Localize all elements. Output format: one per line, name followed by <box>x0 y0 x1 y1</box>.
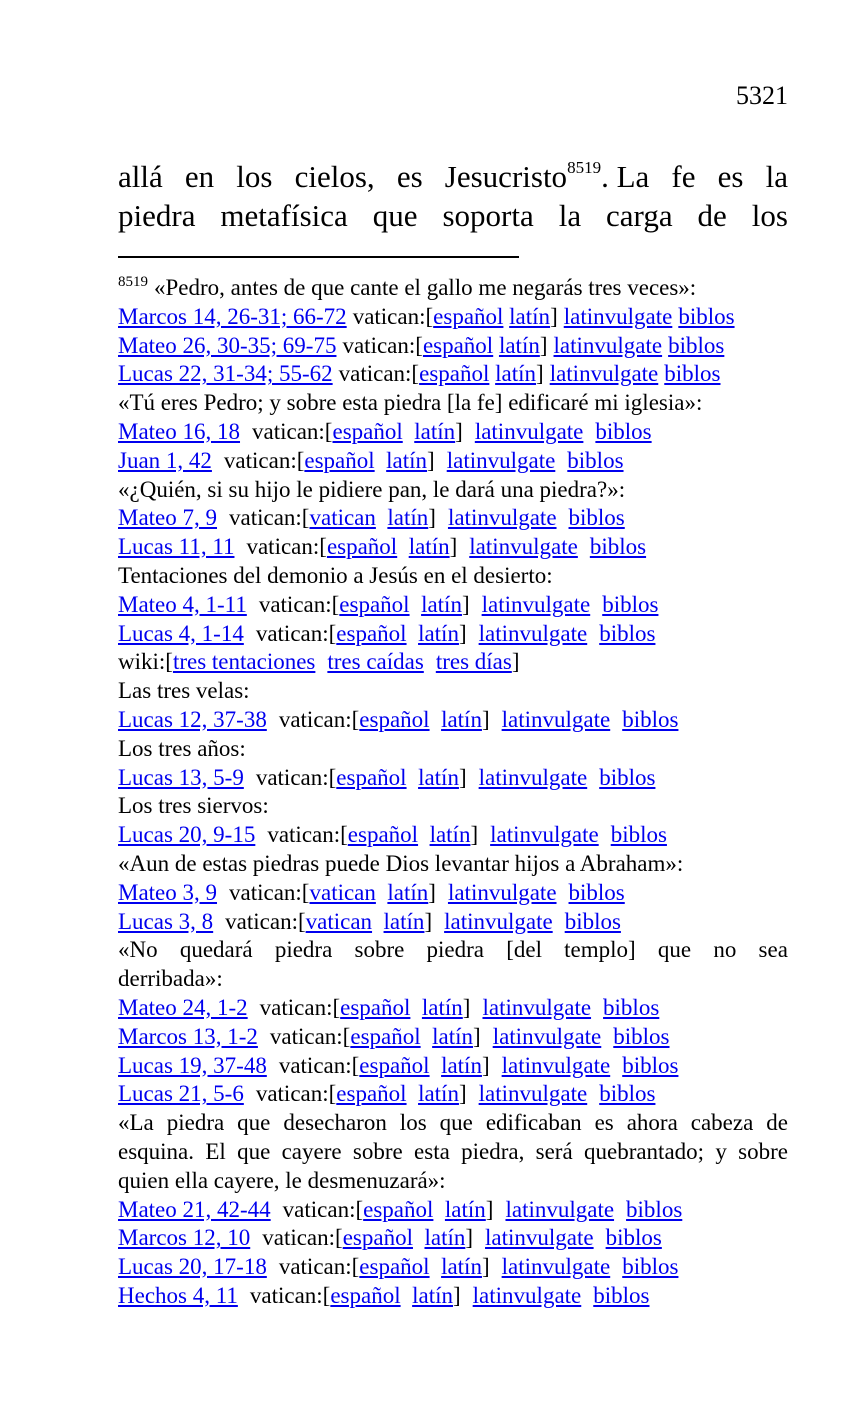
scripture-reference-link[interactable]: Lucas 20, 17-18 <box>118 1254 267 1280</box>
reference-row: Lucas 20, 17-18 vatican:[ español latín ] latinvulgate biblos <box>118 1253 788 1282</box>
biblos-link[interactable]: biblos <box>610 822 667 848</box>
vatican-link-a[interactable]: español <box>330 1282 401 1308</box>
vatican-link-a[interactable]: español <box>433 303 504 329</box>
scripture-reference-link[interactable]: Mateo 16, 18 <box>118 418 241 444</box>
vatican-link-a[interactable]: español <box>359 1254 430 1280</box>
biblos-link[interactable]: biblos <box>599 1081 656 1107</box>
biblos-link[interactable]: biblos <box>668 332 725 358</box>
heading-word: «No <box>118 937 158 963</box>
body-word: metafísica <box>220 198 348 233</box>
biblos-link[interactable]: biblos <box>599 764 656 790</box>
biblos-link[interactable]: biblos <box>567 447 624 473</box>
vatican-link-a[interactable]: español <box>347 822 419 848</box>
footnote-intro: $^{8519}$ «Pedro, antes de que cante el gallo me negarás tres veces»: <box>118 274 788 303</box>
vatican-link-a[interactable]: español <box>422 332 494 358</box>
vatican-prefix: vatican:[ <box>282 1196 364 1222</box>
biblos-link[interactable]: biblos <box>568 505 625 531</box>
reference-row: Mateo 7, 9 vatican:[ vatican latín ] latinvulgate biblos <box>118 504 788 533</box>
body-word: cielos, <box>294 159 375 194</box>
latin-link[interactable]: latín <box>432 1023 474 1049</box>
body-word: la <box>558 198 582 233</box>
latinvulgate-link[interactable]: latinvulgate <box>447 505 557 531</box>
latinvulgate-link[interactable]: latinvulgate <box>481 591 591 617</box>
latinvulgate-link[interactable]: latinvulgate <box>501 706 611 732</box>
vatican-link-a[interactable]: vatican <box>305 908 373 934</box>
vatican-link-a[interactable]: español <box>342 1225 413 1251</box>
biblos-link[interactable]: biblos <box>589 534 647 560</box>
wiki-suffix: ] <box>511 649 520 675</box>
heading-word: sobre <box>354 937 405 963</box>
scripture-reference-link[interactable]: Marcos 14, 26-31; 66-72 <box>118 303 347 329</box>
footnote-heading: «¿Quién, si su hijo le pidiere pan, le dará una piedra?»: <box>118 476 626 502</box>
footnote-heading: Los tres siervos: <box>118 793 269 819</box>
scripture-reference-link[interactable]: Marcos 12, 10 <box>118 1225 251 1251</box>
heading-word: piedra <box>426 937 484 963</box>
vatican-link-a[interactable]: español <box>359 1052 430 1078</box>
body-paragraph <box>118 157 788 235</box>
body-word: soporta <box>442 198 534 233</box>
vatican-prefix: vatican:[ <box>225 908 306 934</box>
footnote-intro-text: «Pedro, antes de que cante el gallo me negarás tres veces»: <box>154 275 697 300</box>
heading-word: [del <box>506 937 542 963</box>
scripture-reference-link[interactable]: Mateo 21, 42-44 <box>118 1196 271 1222</box>
scripture-reference-link[interactable]: Juan 1, 42 <box>118 447 212 473</box>
reference-row: Marcos 12, 10 vatican:[ español latín ] latinvulgate biblos <box>118 1224 788 1253</box>
body-word: allá <box>118 159 163 194</box>
vatican-prefix: vatican:[ <box>249 1282 331 1308</box>
latinvulgate-link[interactable]: latinvulgate <box>472 1282 582 1308</box>
biblos-link[interactable]: biblos <box>605 1225 662 1251</box>
latin-link[interactable]: latín <box>418 764 459 790</box>
latinvulgate-link[interactable]: latinvulgate <box>444 908 553 934</box>
latin-link[interactable]: latín <box>387 505 429 531</box>
heading-word: sea <box>758 937 788 963</box>
biblos-link[interactable]: biblos <box>613 1023 670 1049</box>
biblos-link[interactable]: biblos <box>602 591 659 617</box>
scripture-reference-link[interactable]: Lucas 22, 31-34; 55-62 <box>118 361 333 387</box>
biblos-link[interactable]: biblos <box>622 706 679 732</box>
vatican-link-a[interactable]: vatican <box>309 879 376 905</box>
wiki-row <box>118 648 788 677</box>
heading-word: quedará <box>179 937 253 963</box>
latinvulgate-link[interactable]: latinvulgate <box>446 447 556 473</box>
heading-word: no <box>713 937 737 963</box>
body-word: . La <box>601 159 650 194</box>
footnote-heading: Tentaciones del demonio a Jesús en el desierto: <box>118 562 553 588</box>
latinvulgate-link[interactable]: latinvulgate <box>482 994 592 1020</box>
body-word: es <box>717 159 744 194</box>
latinvulgate-link[interactable]: latinvulgate <box>478 620 588 646</box>
reference-row: Lucas 22, 31-34; 55-62 vatican:[ español latín ] latinvulgate biblos <box>118 360 788 389</box>
vatican-prefix: vatican:[ <box>338 361 420 387</box>
reference-row: Mateo 4, 1-11 vatican:[ español latín ] latinvulgate biblos <box>118 591 788 620</box>
latin-link[interactable]: latín <box>441 1052 482 1078</box>
latin-link[interactable]: latín <box>424 1225 466 1251</box>
latin-link[interactable]: latín <box>383 908 425 934</box>
footnote-heading: «Tú eres Pedro; y sobre esta piedra [la fe] edificaré mi iglesia»: <box>118 390 703 416</box>
latin-link[interactable]: latín <box>441 1254 482 1280</box>
body-word: en <box>184 159 215 194</box>
body-word: de <box>697 198 727 233</box>
latinvulgate-link[interactable]: latinvulgate <box>474 418 584 444</box>
scripture-reference-link[interactable]: Mateo 24, 1-2 <box>118 994 248 1020</box>
vatican-link-a[interactable]: español <box>419 361 490 387</box>
latin-link[interactable]: latín <box>414 418 456 444</box>
scripture-reference-link[interactable]: Lucas 11, 11 <box>118 534 235 560</box>
vatican-prefix: vatican:[ <box>269 1023 351 1049</box>
footnote-heading: Los tres años: <box>118 735 246 761</box>
vatican-link-a[interactable]: español <box>332 418 403 444</box>
wiki-link-caidas[interactable]: tres caídas <box>327 649 424 675</box>
latinvulgate-link[interactable]: latinvulgate <box>553 332 663 358</box>
latinvulgate-link[interactable]: latinvulgate <box>501 1254 611 1280</box>
vatican-link-a[interactable]: español <box>326 534 398 560</box>
latin-link[interactable]: latín <box>498 332 540 358</box>
footnote-block <box>118 274 788 1311</box>
reference-row: Lucas 13, 5-9 vatican:[ español latín ] latinvulgate biblos <box>118 764 788 793</box>
body-word: piedra <box>118 198 196 233</box>
reference-row: Mateo 24, 1-2 vatican:[ español latín ] latinvulgate biblos <box>118 994 788 1023</box>
reference-row: Mateo 26, 30-35; 69-75 vatican:[ español latín ] latinvulgate biblos <box>118 332 788 361</box>
latinvulgate-link[interactable]: latinvulgate <box>492 1023 602 1049</box>
scripture-reference-link[interactable]: Hechos 4, 11 <box>118 1282 238 1308</box>
latinvulgate-link[interactable]: latinvulgate <box>478 764 588 790</box>
latinvulgate-link[interactable]: latinvulgate <box>490 822 599 848</box>
footnote-separator <box>118 256 519 258</box>
biblos-link[interactable]: biblos <box>593 1282 650 1308</box>
biblos-link[interactable]: biblos <box>626 1196 683 1222</box>
reference-row: Lucas 4, 1-14 vatican:[ español latín ] latinvulgate biblos <box>118 620 788 649</box>
footnote-ref-8519[interactable]: 8519 <box>567 158 602 177</box>
vatican-prefix: vatican:[ <box>262 1225 343 1251</box>
body-word: los <box>236 159 273 194</box>
reference-row: Lucas 19, 37-48 vatican:[ español latín ] latinvulgate biblos <box>118 1052 788 1081</box>
footnote-heading: «La piedra que desecharon los que edificaban es ahora cabeza de esquina. El que cayere sobre esta piedra, será quebrantado; y sobre quien ella cayere, le desmenuzará»: <box>118 1110 788 1193</box>
body-word: la <box>765 159 788 194</box>
body-word: Jesucristo$^{8519}$. La <box>444 158 650 194</box>
scripture-reference-link[interactable]: Mateo 3, 9 <box>118 879 218 905</box>
wiki-link-tentaciones[interactable]: tres tentaciones <box>172 649 316 675</box>
biblos-link[interactable]: biblos <box>622 1254 679 1280</box>
reference-row: Lucas 12, 37-38 vatican:[ español latín ] latinvulgate biblos <box>118 706 788 735</box>
wiki-link-dias[interactable]: tres días <box>435 649 512 675</box>
vatican-prefix: vatican:[ <box>267 822 348 848</box>
latinvulgate-link[interactable]: latinvulgate <box>478 1081 588 1107</box>
footnote-heading: «Aun de estas piedras puede Dios levantar hijos a Abraham»: <box>118 850 684 876</box>
vatican-link-a[interactable]: español <box>336 764 407 790</box>
latin-link[interactable]: latín <box>408 534 450 560</box>
biblos-link[interactable]: biblos <box>664 361 721 387</box>
scripture-reference-link[interactable]: Lucas 21, 5-6 <box>118 1081 244 1107</box>
scripture-reference-link[interactable]: Mateo 26, 30-35; 69-75 <box>118 332 337 358</box>
latin-link[interactable]: latín <box>386 447 428 473</box>
latin-link[interactable]: latín <box>444 1196 486 1222</box>
vatican-prefix: vatican:[ <box>342 332 423 358</box>
reference-row: Lucas 20, 9-15 vatican:[ español latín ] latinvulgate biblos <box>118 821 788 850</box>
body-word: que <box>372 198 418 233</box>
scripture-reference-link[interactable]: Mateo 7, 9 <box>118 505 218 531</box>
latin-link[interactable]: latín <box>421 994 463 1020</box>
latin-link[interactable]: latín <box>387 879 429 905</box>
scripture-reference-link[interactable]: Lucas 3, 8 <box>118 908 214 934</box>
latin-link[interactable]: latín <box>421 591 462 617</box>
vatican-link-a[interactable]: español <box>340 994 411 1020</box>
vatican-link-a[interactable]: español <box>339 591 410 617</box>
vatican-prefix: vatican:[ <box>255 764 337 790</box>
reference-row: Lucas 3, 8 vatican:[ vatican latín ] latinvulgate biblos <box>118 908 788 937</box>
body-word: carga <box>606 198 673 233</box>
latinvulgate-link[interactable]: latinvulgate <box>447 879 557 905</box>
vatican-prefix: vatican:[ <box>223 447 305 473</box>
biblos-link[interactable]: biblos <box>603 994 660 1020</box>
latin-link[interactable]: latín <box>441 706 482 732</box>
scripture-reference-link[interactable]: Mateo 4, 1-11 <box>118 591 247 617</box>
vatican-prefix: vatican:[ <box>252 418 333 444</box>
biblos-link[interactable]: biblos <box>622 1052 679 1078</box>
vatican-prefix: vatican:[ <box>278 706 360 732</box>
reference-row: Mateo 16, 18 vatican:[ español latín ] latinvulgate biblos <box>118 418 788 447</box>
scripture-reference-link[interactable]: Lucas 20, 9-15 <box>118 822 256 848</box>
reference-row: Hechos 4, 11 vatican:[ español latín ] latinvulgate biblos <box>118 1282 788 1311</box>
latinvulgate-link[interactable]: latinvulgate <box>549 361 659 387</box>
latin-link[interactable]: latín <box>509 303 551 329</box>
body-word: los <box>751 198 788 233</box>
body-line-1 <box>118 157 788 196</box>
vatican-prefix: vatican:[ <box>255 1081 337 1107</box>
scripture-reference-link[interactable]: Lucas 13, 5-9 <box>118 764 244 790</box>
biblos-link[interactable]: biblos <box>564 908 621 934</box>
latin-link[interactable]: latín <box>495 361 537 387</box>
latin-link[interactable]: latín <box>429 822 471 848</box>
vatican-prefix: vatican:[ <box>259 994 341 1020</box>
scripture-reference-link[interactable]: Marcos 13, 1-2 <box>118 1023 258 1049</box>
vatican-prefix: vatican:[ <box>246 534 327 560</box>
latin-link[interactable]: latín <box>412 1282 453 1308</box>
biblos-link[interactable]: biblos <box>595 418 652 444</box>
vatican-link-a[interactable]: español <box>304 447 375 473</box>
latin-link[interactable]: latín <box>418 1081 459 1107</box>
biblos-link[interactable]: biblos <box>599 620 656 646</box>
heading-word: piedra <box>274 937 333 963</box>
vatican-prefix: vatican:[ <box>258 591 340 617</box>
body-word: fe <box>671 159 696 194</box>
vatican-prefix: vatican:[ <box>278 1052 360 1078</box>
vatican-prefix: vatican:[ <box>352 303 434 329</box>
vatican-prefix: vatican:[ <box>229 505 310 531</box>
biblos-link[interactable]: biblos <box>568 879 625 905</box>
reference-row: Marcos 14, 26-31; 66-72 vatican:[ español latín ] latinvulgate biblos <box>118 303 788 332</box>
latinvulgate-link[interactable]: latinvulgate <box>485 1225 594 1251</box>
latin-link[interactable]: latín <box>418 620 459 646</box>
vatican-link-a[interactable]: español <box>336 1081 407 1107</box>
latinvulgate-link[interactable]: latinvulgate <box>505 1196 615 1222</box>
vatican-link-a[interactable]: español <box>359 706 430 732</box>
scripture-reference-link[interactable]: Lucas 12, 37-38 <box>118 706 267 732</box>
latinvulgate-link[interactable]: latinvulgate <box>501 1052 611 1078</box>
body-word: es <box>396 159 423 194</box>
page-number: 5321 <box>736 81 788 110</box>
reference-row: Marcos 13, 1-2 vatican:[ español latín ] latinvulgate biblos <box>118 1023 788 1052</box>
footnote-heading <box>118 936 788 965</box>
scripture-reference-link[interactable]: Lucas 4, 1-14 <box>118 620 244 646</box>
vatican-link-a[interactable]: español <box>336 620 407 646</box>
biblos-link[interactable]: biblos <box>678 303 735 329</box>
footnote-heading: Las tres velas: <box>118 678 250 704</box>
heading-word: templo] <box>564 937 636 963</box>
vatican-prefix: vatican:[ <box>278 1254 360 1280</box>
reference-row: Lucas 21, 5-6 vatican:[ español latín ] latinvulgate biblos <box>118 1080 788 1109</box>
vatican-link-a[interactable]: español <box>350 1023 421 1049</box>
vatican-link-a[interactable]: español <box>363 1196 434 1222</box>
heading-word: que <box>657 937 692 963</box>
wiki-prefix: wiki:[ <box>118 649 173 675</box>
scripture-reference-link[interactable]: Lucas 19, 37-48 <box>118 1052 267 1078</box>
reference-row: Mateo 3, 9 vatican:[ vatican latín ] latinvulgate biblos <box>118 879 788 908</box>
body-line-2 <box>118 196 788 235</box>
vatican-link-a[interactable]: vatican <box>309 505 376 531</box>
vatican-prefix: vatican:[ <box>229 879 310 905</box>
latinvulgate-link[interactable]: latinvulgate <box>469 534 578 560</box>
reference-row: Lucas 11, 11 vatican:[ español latín ] latinvulgate biblos <box>118 533 788 562</box>
vatican-prefix: vatican:[ <box>255 620 337 646</box>
footnote-heading: derribada»: <box>118 966 223 992</box>
reference-row: Mateo 21, 42-44 vatican:[ español latín ] latinvulgate biblos <box>118 1196 788 1225</box>
latinvulgate-link[interactable]: latinvulgate <box>563 303 673 329</box>
reference-row: Juan 1, 42 vatican:[ español latín ] latinvulgate biblos <box>118 447 788 476</box>
